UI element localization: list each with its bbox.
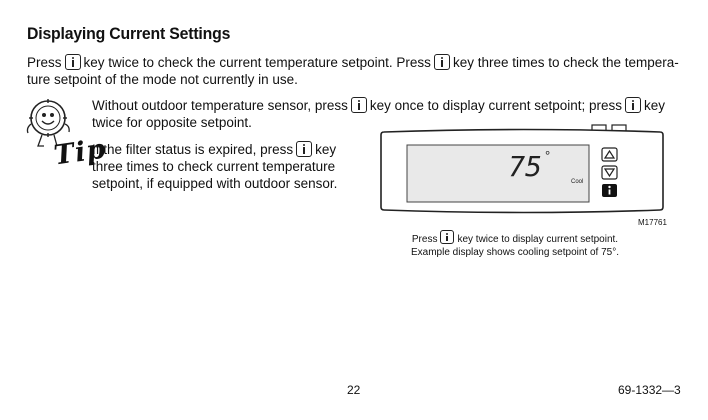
intro-text: key three times to check the tempera- (452, 55, 679, 70)
tip-text: twice for opposite setpoint. (92, 115, 252, 130)
info-key-icon (440, 230, 454, 244)
page-number: 22 (347, 383, 361, 397)
info-key-icon (351, 97, 367, 113)
page-title: Displaying Current Settings (27, 24, 231, 43)
tip-text: key (315, 142, 337, 157)
tip-text: Without outdoor temperature sensor, press (92, 98, 348, 113)
caption-text: key twice to display current setpoint. (457, 234, 619, 245)
thermostat-illustration (380, 124, 670, 218)
tip-text: key once to display current setpoint; press (369, 98, 623, 113)
intro-paragraph (27, 54, 679, 88)
info-key-icon (296, 141, 312, 157)
tip-text: three times to check current temperature (92, 159, 336, 174)
info-key-icon (608, 186, 610, 188)
info-key-icon (625, 97, 641, 113)
info-key-icon (65, 54, 81, 70)
intro-text: key twice to check the current temperature setpoint. Press (83, 55, 431, 70)
model-code: M17761 (638, 218, 667, 227)
display-degree: ° (545, 148, 551, 163)
caption-text: Example display shows cooling setpoint of 75°. (410, 247, 619, 258)
tip-text: key (644, 98, 666, 113)
display-mode: Cool (571, 179, 584, 185)
figure-caption (380, 230, 650, 259)
tip-label: Tip (52, 133, 109, 172)
intro-text: Press (27, 55, 62, 70)
caption-text: Press (411, 234, 438, 245)
info-key-icon (434, 54, 450, 70)
tip-text: If the filter status is expired, press (92, 142, 294, 157)
display-temperature: 75 (508, 150, 542, 183)
tip-text: setpoint, if equipped with outdoor sensor. (92, 176, 338, 191)
intro-text: ture setpoint of the mode not currently in use. (27, 72, 298, 87)
thermostat-screen (407, 145, 589, 202)
document-number: 69-1332—3 (618, 383, 681, 397)
tip-paragraph-2 (92, 141, 337, 192)
